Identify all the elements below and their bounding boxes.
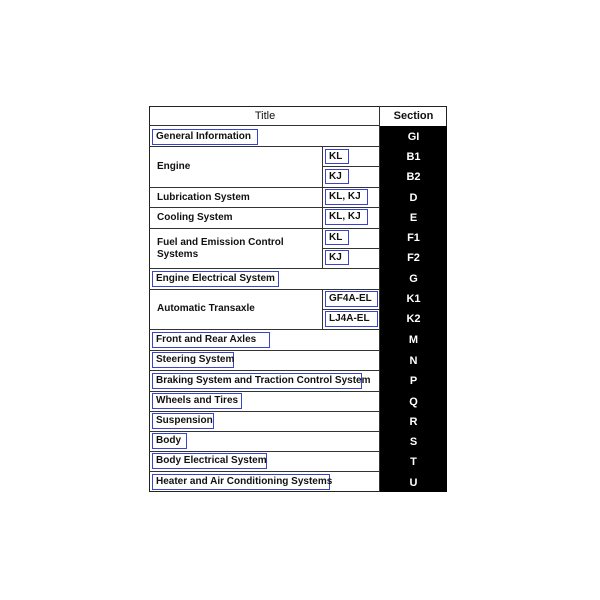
link-suspension[interactable]: Suspension [152, 413, 214, 429]
row-divider [149, 329, 380, 330]
row-divider [149, 207, 380, 208]
section-code[interactable]: T [410, 456, 417, 468]
row-divider [149, 350, 380, 351]
section-code[interactable]: F1 [407, 232, 420, 244]
link-braking-system[interactable]: Braking System and Traction Control System [152, 373, 362, 389]
row-title: Lubrication System [157, 192, 250, 203]
row-divider [322, 309, 380, 310]
model-divider [322, 187, 323, 228]
row-divider [322, 166, 380, 167]
link-body[interactable]: Body [152, 433, 187, 449]
model-divider [322, 228, 323, 268]
row-divider [149, 289, 380, 290]
link-engine-kl[interactable]: KL [325, 149, 349, 164]
section-code[interactable]: F2 [407, 252, 420, 264]
link-general-information[interactable]: General Information [152, 129, 258, 145]
section-code[interactable]: N [409, 355, 418, 367]
row-divider [149, 431, 380, 432]
section-code[interactable]: P [409, 375, 418, 387]
link-body-electrical[interactable]: Body Electrical System [152, 453, 267, 469]
row-divider [149, 187, 380, 188]
row-divider [149, 451, 380, 452]
section-code[interactable]: K1 [406, 293, 421, 305]
link-wheels-tires[interactable]: Wheels and Tires [152, 393, 242, 409]
row-title: Engine [157, 161, 191, 172]
section-code[interactable]: M [408, 334, 419, 346]
section-code[interactable]: S [409, 436, 418, 448]
section-code[interactable]: GI [407, 131, 420, 143]
link-engine-kj[interactable]: KJ [325, 169, 349, 184]
row-divider [149, 391, 380, 392]
link-transaxle-gf4a-el[interactable]: GF4A-EL [325, 291, 378, 307]
row-title: Automatic Transaxle [157, 303, 255, 314]
row-divider [149, 146, 380, 147]
link-transaxle-lj4a-el[interactable]: LJ4A-EL [325, 311, 378, 327]
section-code[interactable]: B1 [406, 151, 421, 163]
link-fuel-kj[interactable]: KJ [325, 250, 349, 265]
link-engine-electrical[interactable]: Engine Electrical System [152, 271, 279, 287]
row-title-line: Systems [157, 249, 199, 260]
link-lubrication-kl-kj[interactable]: KL, KJ [325, 189, 368, 205]
link-heater-ac[interactable]: Heater and Air Conditioning Systems [152, 474, 330, 490]
section-code[interactable]: E [409, 212, 418, 224]
link-steering-system[interactable]: Steering System [152, 352, 234, 368]
row-divider [149, 370, 380, 371]
section-code[interactable]: U [409, 477, 418, 489]
link-cooling-kl-kj[interactable]: KL, KJ [325, 209, 368, 225]
row-divider [149, 411, 380, 412]
section-code[interactable]: B2 [406, 171, 421, 183]
row-divider [149, 125, 380, 126]
row-divider [149, 471, 380, 472]
header-section: Section [393, 110, 434, 122]
section-code[interactable]: K2 [406, 313, 421, 325]
row-divider [149, 268, 380, 269]
row-title-line: Fuel and Emission Control [157, 237, 284, 248]
header-title: Title [254, 110, 276, 122]
section-code[interactable]: G [409, 273, 418, 285]
section-code[interactable]: R [409, 416, 418, 428]
section-code[interactable]: Q [409, 396, 418, 408]
model-divider [322, 289, 323, 329]
model-divider [322, 146, 323, 187]
row-title: Cooling System [157, 212, 233, 223]
link-fuel-kl[interactable]: KL [325, 230, 349, 245]
section-code[interactable]: D [409, 192, 418, 204]
link-front-rear-axles[interactable]: Front and Rear Axles [152, 332, 270, 348]
row-divider [322, 248, 380, 249]
row-divider [149, 228, 380, 229]
